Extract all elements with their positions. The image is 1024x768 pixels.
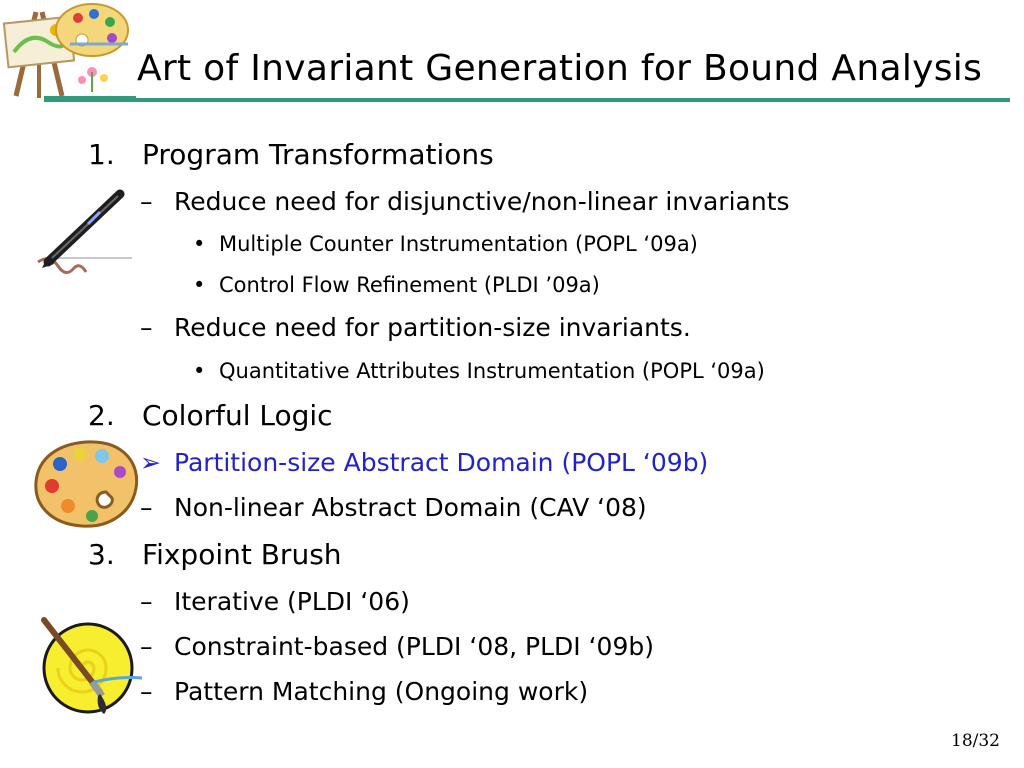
- title-rule: [44, 98, 1010, 102]
- outline-item-1: [88, 138, 494, 172]
- outline-item-2: [88, 399, 333, 433]
- bullet-item: [193, 230, 698, 258]
- sub-item: [140, 312, 691, 344]
- bullet-item: [193, 357, 765, 385]
- sub-item: [140, 631, 654, 663]
- item-label: Colorful Logic: [142, 399, 333, 432]
- bullet-item: [193, 271, 600, 299]
- bullet-label: Multiple Counter Instrumentation (POPL ‘09a): [219, 232, 698, 256]
- page-number: 18/32: [951, 731, 1000, 751]
- bullet-marker: •: [193, 232, 206, 256]
- bullet-label: Quantitative Attributes Instrumentation (POPL ‘09a): [219, 359, 765, 383]
- dash-marker: –: [140, 632, 153, 661]
- sub-item-highlighted: [140, 447, 708, 479]
- paint-palette-icon: [30, 436, 142, 532]
- sub-item-label: Constraint-based (PLDI ‘08, PLDI ‘09b): [174, 632, 654, 661]
- sub-item: [140, 186, 790, 218]
- slide-title: Art of Invariant Generation for Bound Analysis: [137, 48, 983, 89]
- pen-icon: [28, 186, 140, 296]
- item-number: 3.: [88, 538, 115, 571]
- sub-item: [140, 586, 410, 618]
- paintbrush-icon: [30, 612, 144, 716]
- sub-item-label: Partition-size Abstract Domain (POPL ‘09b): [174, 448, 709, 477]
- dash-marker: –: [140, 677, 153, 706]
- dash-marker: –: [140, 493, 153, 522]
- sub-item-label: Reduce need for disjunctive/non-linear invariants: [174, 187, 790, 216]
- item-label: Program Transformations: [142, 138, 494, 171]
- sub-item-label: Non-linear Abstract Domain (CAV ‘08): [174, 493, 647, 522]
- item-label: Fixpoint Brush: [142, 538, 342, 571]
- sub-item-label: Reduce need for partition-size invariants.: [174, 313, 691, 342]
- bullet-marker: •: [193, 359, 206, 383]
- dash-marker: –: [140, 587, 153, 616]
- dash-marker: –: [140, 187, 153, 216]
- dash-marker: –: [140, 313, 153, 342]
- sub-item-label: Pattern Matching (Ongoing work): [174, 677, 589, 706]
- sub-item-label: Iterative (PLDI ‘06): [174, 587, 410, 616]
- sub-item: [140, 492, 647, 524]
- bullet-label: Control Flow Refinement (PLDI ’09a): [219, 273, 600, 297]
- arrow-marker-icon: ➢: [140, 448, 161, 477]
- easel-palette-icon: [0, 0, 136, 100]
- outline-item-3: [88, 538, 342, 572]
- bullet-marker: •: [193, 273, 206, 297]
- item-number: 2.: [88, 399, 115, 432]
- sub-item: [140, 676, 588, 708]
- item-number: 1.: [88, 138, 115, 171]
